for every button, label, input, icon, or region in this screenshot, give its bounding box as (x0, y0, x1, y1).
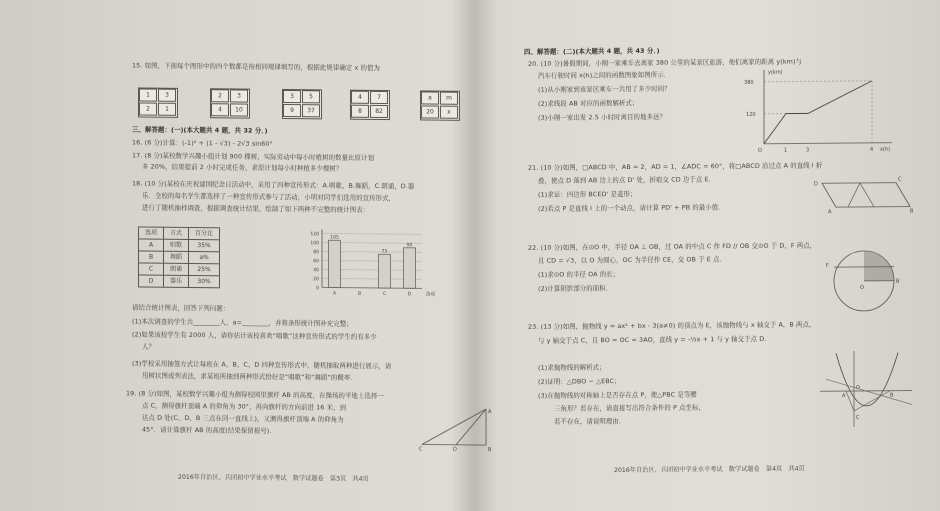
svg-text:C: C (856, 414, 860, 421)
bar (379, 254, 391, 288)
grid-cell: 4 (351, 91, 369, 104)
table-header-cell: 百分比 (189, 227, 220, 239)
grid-cell: 9 (283, 104, 301, 117)
question-22-part1: (1)求⊙O 的半径 OA 的长； (538, 270, 620, 279)
grid-cell: 20 (421, 105, 439, 118)
svg-text:3: 3 (806, 147, 810, 154)
bar (329, 240, 341, 287)
question-19-line2: 点 C，测得旗杆顶端 A 的仰角为 30°，再向旗杆的方向前进 16 米，到 (142, 401, 347, 412)
grid-cell: 8 (351, 105, 369, 118)
survey-table (138, 226, 220, 288)
question-20-part2: (2)求线段 AB 对应的函数解析式； (538, 98, 639, 108)
question-23-part2: (2)证明：△DBO ∽ △EBC； (538, 377, 621, 386)
svg-text:B: B (488, 447, 492, 454)
svg-text:F: F (826, 263, 829, 270)
question-20-part3: (3)小刚一家出发 2.5 小时时离目的地多远？ (538, 112, 666, 122)
svg-text:y(km): y(km) (768, 69, 783, 76)
question-20-part1: (1)从小刚家到该景区乘车一共用了多少时间？ (538, 84, 671, 94)
grid-cell: 2 (211, 89, 229, 102)
question-18-part1: (1)本次调查的学生共________人，a=________，并将条形统计图补充完整； (132, 317, 353, 328)
svg-text:B: B (896, 278, 900, 285)
y-tick-label: 40 (313, 268, 319, 274)
svg-text:380: 380 (744, 79, 754, 86)
parallelogram-figure (810, 172, 920, 215)
svg-text:A: A (488, 409, 492, 416)
svg-text:1: 1 (784, 147, 788, 154)
number-grid (282, 89, 322, 119)
svg-text:C: C (419, 446, 423, 453)
question-23-part3-cont2: 若不存在，请说明理由． (554, 416, 626, 426)
table-cell: 器乐 (164, 275, 189, 287)
grid-cell: m (440, 92, 458, 105)
number-grid (350, 90, 390, 120)
section-4-heading: 四、解答题：(二)(本大题共 4 题，共 43 分．) (524, 46, 660, 56)
question-21-part1: (1)求证：四边形 BCED' 是菱形； (538, 189, 637, 199)
grid-cell: 5 (302, 90, 320, 103)
question-18-line1: 18. (10 分)某校在庆祝建国纪念日活动中，采用了四种宣传形式：A.唱歌，B.舞蹈，C.朗诵，D.器 (132, 179, 415, 191)
y-tick-label: 0 (316, 286, 319, 292)
svg-text:O: O (860, 284, 864, 291)
table-cell: D (139, 275, 164, 287)
number-grid (210, 88, 250, 118)
svg-text:D: D (453, 446, 457, 453)
y-tick-label: 120 (310, 232, 319, 238)
flagpole-figure (418, 402, 493, 453)
x-tick-label: B (357, 291, 362, 297)
section-3-heading: 三、解答题：(一)(本大题共 4 题，共 32 分．) (132, 125, 268, 135)
y-tick-label: 80 (313, 250, 319, 256)
svg-text:x(h): x(h) (880, 146, 891, 153)
bar-value-label: 105 (330, 235, 339, 241)
question-18-part3-cont: 用树状图或列表法，求某班所抽到两种形式恰好是“唱歌”和“舞蹈”的概率． (142, 371, 357, 382)
question-18-prompt: 请结合统计图表，回答下列问题： (132, 303, 230, 313)
grid-cell: 3 (283, 90, 301, 103)
grid-cell: 4 (211, 103, 229, 116)
svg-text:D: D (814, 181, 818, 188)
grid-cell: 2 (139, 102, 157, 115)
grid-cell: 7 (370, 91, 388, 104)
y-tick-label: 20 (313, 277, 319, 283)
table-cell: 唱歌 (164, 239, 189, 251)
page-4 (510, 0, 940, 511)
number-grid (138, 87, 178, 117)
bar-value-label: 90 (406, 243, 413, 249)
bar-value-label: 75 (381, 249, 388, 255)
table-cell: 35% (189, 239, 220, 251)
question-19-line3: 达点 D 处(C、D、B 三点在同一直线上)，又测得旗杆顶端 A 的仰角为 (142, 413, 344, 424)
question-23-part3: (3)在抛物线的对称轴上是否存在点 P，使△PBC 是等腰 (538, 390, 697, 400)
table-cell: A (139, 239, 164, 251)
table-row (139, 239, 220, 252)
question-19-line4: 45°．请计算旗杆 AB 的高度(结果保留根号)． (142, 425, 276, 435)
question-16: 16. (6 分)计算：(-1)² + (1 - √3) - 2√3 sin60° (132, 138, 273, 148)
grid-cell: 1 (158, 103, 176, 116)
svg-text:4: 4 (870, 146, 874, 153)
table-cell: 朗诵 (164, 263, 189, 275)
question-20-line2: 汽车行驶时间 x(h)之间的函数图象如图所示． (538, 70, 671, 80)
bar (404, 248, 416, 289)
table-cell: 30% (189, 275, 220, 287)
question-21-line1: 21. (10 分)如图，□ABCD 中，AB = 2，AD = 1，∠ADC = 60°，将□ABCD 沿过点 A 的直线 l 折 (528, 161, 823, 172)
grid-cell: 82 (370, 105, 388, 118)
question-23-line1: 23. (13 分)如图，抛物线 y = ax² + bx - 3(a≠0) 的顶点为 E，该抛物线与 x 轴交于 A，B 两点， (528, 320, 816, 331)
x-tick-label: A (332, 291, 337, 297)
question-18-part2-cont: 人？ (142, 342, 155, 351)
question-18-part3: (3)学校采用抽签方式让每班在 A、B、C、D 四种宣传形式中，随机抽取两种进行展示，请 (132, 359, 392, 371)
svg-text:A: A (842, 393, 846, 400)
svg-text:O: O (856, 384, 860, 391)
grid-cell: 3 (158, 89, 176, 102)
table-row (139, 263, 220, 276)
y-tick-label: 60 (313, 259, 319, 265)
table-cell: 舞蹈 (164, 251, 189, 263)
question-21-part2: (2)若点 P 是直线 l 上的一个动点，请计算 PD' + PB 的最小值． (538, 203, 725, 213)
question-18-part2: (2)如果该校学生有 2000 人，请你估计该校喜欢“唱歌”这种宣传形式的学生约有多少 (132, 330, 377, 341)
grid-cell: 37 (302, 104, 320, 117)
question-18-line2: 乐．全校的每名学生都选择了一种宣传形式参与了活动，小明对同学们选用的宣传形式， (142, 191, 396, 203)
grid-cell: x (440, 106, 458, 119)
distance-time-graph (742, 63, 902, 154)
question-21-line2: 叠，使点 D 落到 AB 边上的点 D' 处，折痕交 CD 边于点 E． (538, 175, 716, 185)
svg-text:B: B (910, 208, 914, 215)
question-22-part2: (2)计算阴影部分的面积． (538, 284, 613, 293)
question-22-line2: 且 CD = √3，以 O 为圆心，OC 为半径作 CE，交 OB 于 E 点． (538, 255, 726, 265)
survey-bar-chart (300, 227, 435, 298)
table-cell: a% (189, 251, 220, 263)
grid-cell: a (421, 91, 439, 104)
question-23-part1: (1)求抛物线的解析式； (538, 363, 606, 372)
question-15: 15. 如图，下面每个图形中的四个数都是按相同规律填写的，根据此规律确定 x 的值为 (132, 61, 380, 72)
circle-figure (820, 245, 910, 316)
table-cell: B (139, 251, 164, 263)
question-17-line2: 多 20%，结果提前 2 小时完成任务，求原计划每小时种植多少棵树？ (142, 162, 343, 173)
svg-text:120: 120 (746, 111, 756, 118)
question-19-line1: 19. (8 分)如图，某校数学兴趣小组为测得校园里旗杆 AB 的高度，在操场的平地上选择一 (126, 389, 384, 401)
table-cell: C (139, 263, 164, 275)
grid-cell: 1 (139, 88, 157, 101)
table-header-cell: 选项 (139, 227, 164, 239)
y-tick-label: 100 (310, 241, 319, 247)
question-22-line1: 22. (10 分)如图，在⊙O 中，半径 OA ⊥ OB，过 OA 的中点 C 作 FD // OB 交⊙O 于 D、F 两点， (528, 241, 817, 252)
question-23-line2: 与 y 轴交于点 C，且 BO = OC = 3AO，直线 y = -⅓x + 1 与 y 轴交于点 D． (538, 334, 771, 345)
svg-text:A: A (828, 209, 832, 216)
x-tick-label: C (382, 292, 387, 298)
page-4-footer: 2016年自治区、兵团初中学业水平考试 数学试题卷 第4页 共4页 (614, 465, 805, 475)
grid-cell: 10 (230, 103, 248, 116)
svg-text:O: O (758, 147, 762, 154)
grid-cell: 3 (230, 89, 248, 102)
x-tick-label: D (407, 292, 412, 298)
question-23-part3-cont1: 三角形？若存在，请直接写出符合条件的 P 点坐标， (554, 403, 706, 413)
table-row (139, 251, 220, 264)
table-cell: 25% (189, 263, 220, 275)
svg-text:C: C (898, 176, 902, 183)
parabola-figure (816, 348, 916, 429)
question-20-line1: 20. (10 分)暑假期间，小刚一家乘车去离家 380 公里的某景区旅游，他们离家的距离 y(km)与 (528, 57, 803, 68)
gridline (322, 233, 422, 234)
table-header-cell: 方式 (164, 227, 189, 239)
number-grid (420, 90, 460, 120)
question-17-line1: 17. (8 分)某校数学兴趣小组计划 900 棵树，实际劳动中每小时植树的数量比原计划 (132, 151, 375, 162)
x-axis-label: 选项 (426, 292, 435, 298)
question-18-line3: 进行了随机抽样调查，根据调查统计结果，绘制了如下两种不完整的统计图表： (142, 203, 370, 214)
svg-text:B: B (890, 392, 894, 399)
page-3-footer: 2016年自治区、兵团初中学业水平考试 数学试题卷 第3页 共4页 (178, 473, 369, 483)
table-row (139, 275, 220, 288)
